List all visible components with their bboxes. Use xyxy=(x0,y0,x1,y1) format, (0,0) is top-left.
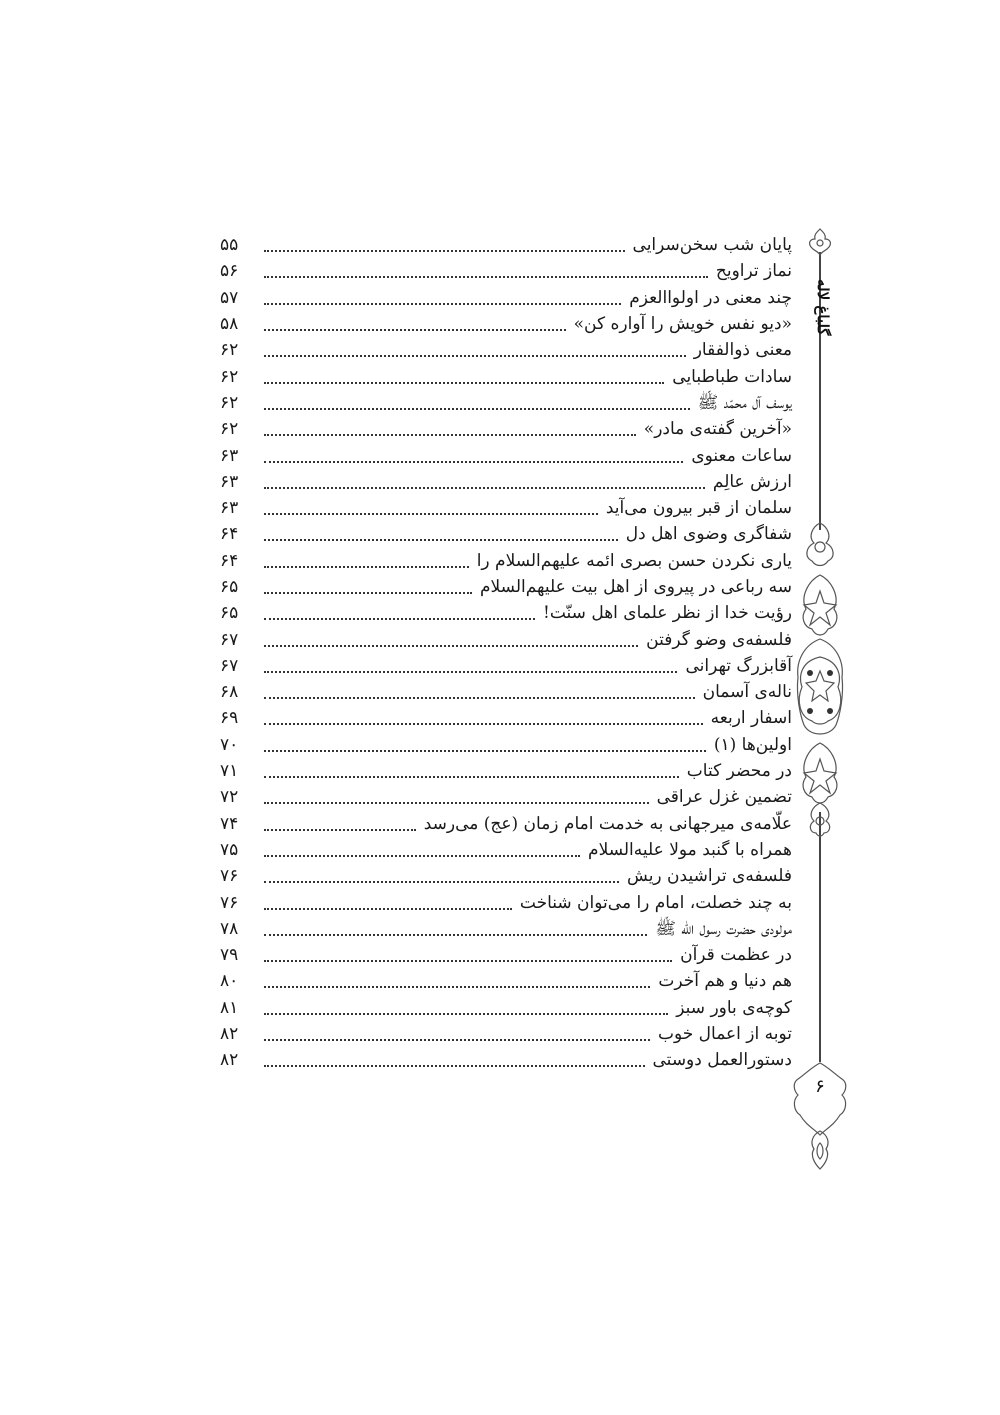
dot-leader xyxy=(264,539,618,541)
toc-entry[interactable] xyxy=(220,889,792,915)
toc-entry-page: ۷۲ xyxy=(220,787,239,808)
toc-entry-page: ۵۵ xyxy=(220,235,239,256)
toc-entry-title: تضمین غزل عراقی xyxy=(653,784,792,810)
toc-entry[interactable] xyxy=(220,732,792,758)
toc-entry-title: فلسفه‌ی تراشیدن ریش xyxy=(623,863,792,889)
toc-entry-title: توبه از اعمال خوب xyxy=(654,1021,792,1047)
dot-leader xyxy=(264,592,472,594)
toc-entry[interactable] xyxy=(220,495,792,521)
toc-entry-page: ۷۵ xyxy=(220,839,239,860)
dot-leader xyxy=(264,855,580,857)
toc-entry[interactable] xyxy=(220,758,792,784)
dot-leader xyxy=(264,566,469,568)
toc-entry[interactable] xyxy=(220,337,792,363)
toc-entry[interactable] xyxy=(220,626,792,652)
toc-entry[interactable] xyxy=(220,311,792,337)
toc-entry-title: سادات طباطبایی xyxy=(668,364,792,390)
toc-entry-page: ۵۶ xyxy=(220,261,239,282)
toc-entry[interactable] xyxy=(220,1047,792,1073)
dot-leader xyxy=(264,986,650,988)
toc-entry-title: علّامه‌ی میرجهانی به خدمت امام زمان (عج) می‌رسد xyxy=(420,811,792,837)
dot-leader xyxy=(264,250,625,252)
toc-entry-title: «آخرین گفته‌ی مادر» xyxy=(640,416,792,442)
toc-entry-title: به چند خصلت، امام را می‌توان شناخت xyxy=(516,890,792,916)
toc-entry-page: ۶۷ xyxy=(220,655,239,676)
toc-entry-page: ۶۵ xyxy=(220,577,239,597)
toc-entry[interactable] xyxy=(220,232,792,258)
toc-entry-page: ۶۹ xyxy=(220,708,239,729)
toc-entry-title: ناله‌ی آسمان xyxy=(699,679,792,705)
dot-leader xyxy=(264,908,512,910)
toc-entry-page: ۷۹ xyxy=(220,945,239,966)
toc-entry-page: ۷۱ xyxy=(220,761,239,782)
toc-entry-page: ۶۴ xyxy=(220,550,239,571)
toc-entry-page: ۶۲ xyxy=(220,419,239,440)
toc-entry-title: رؤیت خدا از نظر علمای اهل سنّت! xyxy=(539,600,792,626)
toc-entry[interactable] xyxy=(220,916,792,942)
toc-entry-title: دستورالعمل دوستی xyxy=(649,1047,792,1073)
decorative-border-ornament-icon xyxy=(790,225,850,1175)
dot-leader xyxy=(264,802,649,804)
toc-entry-title: ساعات معنوی xyxy=(687,443,792,469)
toc-entry[interactable] xyxy=(220,1021,792,1047)
toc-entry-page: ۷۰ xyxy=(220,734,239,755)
toc-entry-page: ۶۷ xyxy=(220,629,239,650)
dot-leader xyxy=(264,829,416,831)
toc-entry-page: ۶۲ xyxy=(220,366,239,387)
dot-leader xyxy=(264,461,683,463)
toc-entry-page: ۶۸ xyxy=(220,682,239,703)
dot-leader xyxy=(264,697,695,699)
dot-leader xyxy=(264,960,672,962)
toc-entry-title: معنی ذوالفقار xyxy=(690,337,792,363)
toc-entry[interactable] xyxy=(220,574,792,600)
toc-entry-title: آقابزرگ تهرانی xyxy=(681,653,792,679)
dot-leader xyxy=(264,382,664,384)
toc-entry[interactable] xyxy=(220,416,792,442)
dot-leader xyxy=(264,776,679,778)
toc-entry[interactable] xyxy=(220,811,792,837)
toc-entry-page: ۶۳ xyxy=(220,445,239,466)
dot-leader xyxy=(264,355,686,357)
toc-entry-title: همراه با گنبد مولا علیه‌السلام xyxy=(584,837,792,863)
toc-entry[interactable] xyxy=(220,390,792,416)
toc-entry-title: هم دنیا و هم آخرت xyxy=(654,968,792,994)
toc-entry-page: ۸۲ xyxy=(220,1024,239,1045)
toc-entry-page: ۶۴ xyxy=(220,524,239,545)
toc-entry[interactable] xyxy=(220,285,792,311)
toc-entry[interactable] xyxy=(220,995,792,1021)
dot-leader xyxy=(264,487,705,489)
toc-entry[interactable] xyxy=(220,521,792,547)
toc-entry-page: ۷۶ xyxy=(220,866,239,887)
dot-leader xyxy=(264,1065,645,1067)
dot-leader xyxy=(264,434,636,436)
toc-entry-page: ۸۱ xyxy=(220,997,239,1018)
toc-entry[interactable] xyxy=(220,942,792,968)
toc-entry-title: سلمان از قبر بیرون می‌آید xyxy=(602,495,792,521)
toc-entry[interactable] xyxy=(220,469,792,495)
dot-leader xyxy=(264,329,566,331)
toc-entry-title: ارزش عالِم xyxy=(709,469,792,495)
dot-leader xyxy=(264,1039,650,1041)
toc-entry-title: نماز تراویح xyxy=(712,258,792,284)
toc-entry[interactable] xyxy=(220,548,792,574)
toc-entry-title: «دیو نفس خویش را آواره کن» xyxy=(570,311,792,337)
toc-entry-title: در محضر کتاب xyxy=(683,758,792,784)
dot-leader xyxy=(264,1013,668,1015)
toc-entry[interactable] xyxy=(220,863,792,889)
toc-entry-page: ۶۳ xyxy=(220,498,239,519)
toc-entry[interactable] xyxy=(220,679,792,705)
toc-entry-title: فلسفه‌ی وضو گرفتن xyxy=(642,627,792,653)
toc-entry[interactable] xyxy=(220,442,792,468)
dot-leader xyxy=(264,618,535,620)
toc-entry-title: اسفار اربعه xyxy=(707,705,792,731)
dot-leader xyxy=(264,276,708,278)
toc-entry[interactable] xyxy=(220,363,792,389)
toc-entry-page: ۷۸ xyxy=(220,918,239,939)
toc-entry[interactable] xyxy=(220,653,792,679)
running-book-title: گلباغ لاله xyxy=(814,278,832,336)
toc-entry-page: ۶۲ xyxy=(220,340,239,361)
toc-entry[interactable] xyxy=(220,705,792,731)
dot-leader xyxy=(264,934,647,936)
dot-leader xyxy=(264,513,598,515)
toc-entry[interactable] xyxy=(220,784,792,810)
toc-entry-title: شفاگری وضوی اهل دل xyxy=(622,521,792,547)
toc-entry[interactable] xyxy=(220,600,792,626)
toc-entry-page: ۶۲ xyxy=(220,392,239,413)
toc-entry-title: مولودی حضرت رسول الله ﷺ xyxy=(651,916,792,942)
toc-entry-title: یاری نکردن حسن بصری ائمه علیهم‌السلام را xyxy=(473,548,792,574)
dot-leader xyxy=(264,408,690,410)
toc-entry-title: یوسف آل محمّد ﷺ xyxy=(694,390,792,416)
toc-entry-page: ۸۰ xyxy=(220,971,239,992)
toc-entry-title: اولین‌ها (۱) xyxy=(710,732,792,758)
toc-entry-title: سه رباعی در پیروی از اهل بیت علیهم‌السلام xyxy=(476,574,792,600)
toc-entry-title: در عظمت قرآن xyxy=(676,942,792,968)
dot-leader xyxy=(264,881,619,883)
dot-leader xyxy=(264,671,677,673)
toc-entry-page: ۸۲ xyxy=(220,1050,239,1071)
dot-leader xyxy=(264,750,706,752)
toc-entry-page: ۶۳ xyxy=(220,471,239,492)
toc-entry[interactable] xyxy=(220,258,792,284)
table-of-contents xyxy=(220,232,792,1074)
toc-entry-page: ۵۷ xyxy=(220,287,239,308)
toc-entry-title: چند معنی در اولواالعزم xyxy=(625,285,792,311)
toc-entry[interactable] xyxy=(220,968,792,994)
page-number: ۶ xyxy=(815,1076,825,1097)
dot-leader xyxy=(264,303,621,305)
toc-entry-page: ۷۶ xyxy=(220,892,239,913)
toc-entry-page: ۷۴ xyxy=(220,813,239,834)
toc-entry-title: پایان شب سخن‌سرایی xyxy=(629,232,792,258)
toc-entry-page: ۶۵ xyxy=(220,603,239,624)
dot-leader xyxy=(264,645,638,647)
toc-entry-page: ۵۸ xyxy=(220,314,239,335)
toc-entry-title: کوچه‌ی باور سبز xyxy=(672,995,792,1021)
dot-leader xyxy=(264,723,703,725)
toc-entry[interactable] xyxy=(220,837,792,863)
